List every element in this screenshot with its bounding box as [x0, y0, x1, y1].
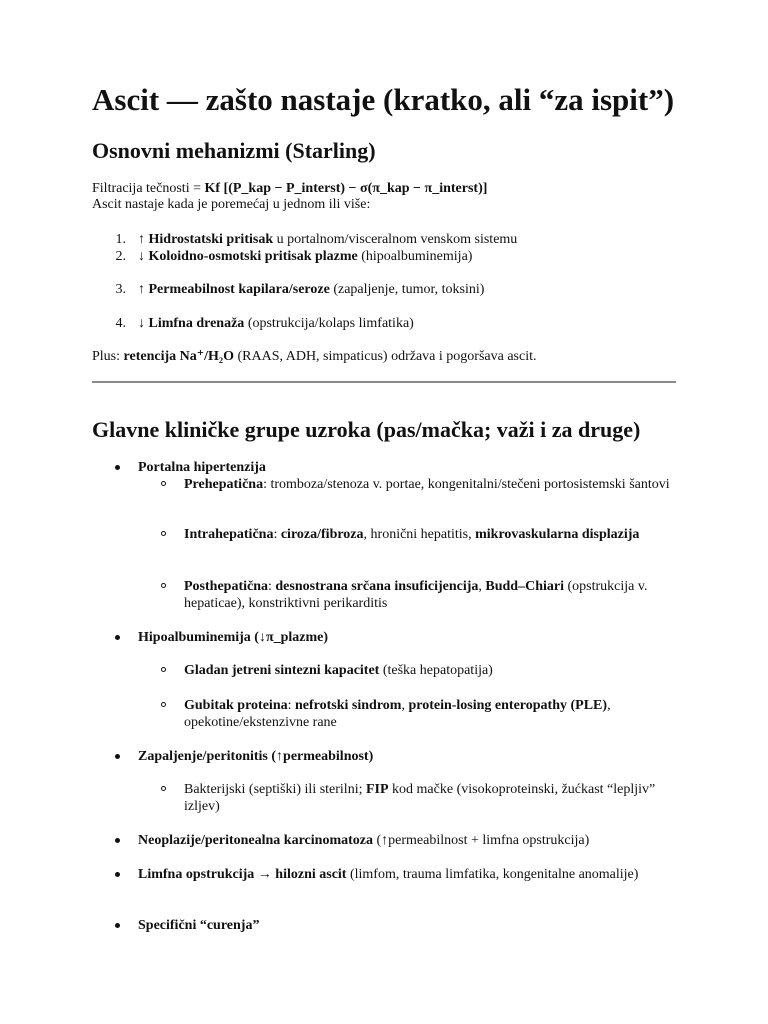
item-number: 2.	[115, 249, 126, 264]
bullet-dot	[115, 635, 120, 640]
bullet-dot	[115, 838, 120, 843]
item-number: 3.	[115, 282, 126, 297]
bullet-dot	[115, 872, 120, 877]
item-bold: ↑ Hidrostatski pritisak	[138, 232, 274, 247]
sub-item-bold: Prehepatična	[184, 477, 264, 492]
bullet-circle	[161, 667, 166, 672]
bullet-rest: (limfom, trauma limfatika, kongenitalne anomalije)	[346, 867, 639, 882]
sub-item-rest: (teška hepatopatija)	[379, 663, 493, 678]
plus-label: Plus:	[92, 349, 124, 364]
bullet-rest: (↑permeabilnost + limfna opstrukcija)	[373, 833, 590, 848]
item-rest: u portalnom/visceralnom venskom sistemu	[273, 232, 518, 247]
plus-note	[92, 348, 536, 365]
sub-item-sep: ,	[401, 698, 409, 713]
sub-item-rest: kod mačke (visokoproteinski, žućkast “lepljiv” izljev)	[184, 782, 656, 814]
bullet-circle	[161, 531, 166, 536]
sub-item-bold: protein-losing enteropathy (PLE)	[408, 698, 608, 713]
bullet-label: Limfna opstrukcija → hilozni ascit	[138, 867, 347, 882]
section-heading-causes: Glavne kliničke grupe uzroka (pas/mačka; važi i za druge)	[92, 417, 641, 442]
item-number: 1.	[115, 232, 126, 247]
sub-item-bold: mikrovaskularna displazija	[475, 527, 640, 542]
starling-formula	[92, 180, 487, 197]
intro-line: Ascit nastaje kada je poremećaj u jednom ili više:	[92, 197, 371, 212]
horizontal-divider	[92, 381, 676, 383]
bullet-circle	[161, 786, 166, 791]
item-bold: ↑ Permeabilnost kapilara/seroze	[138, 282, 330, 297]
sub-item-sep: ,	[478, 579, 486, 594]
sub-item-sep: :	[273, 527, 281, 542]
sub-item-bold: nefrotski sindrom	[295, 698, 402, 713]
item-number: 4.	[115, 316, 126, 331]
item-rest: (zapaljenje, tumor, toksini)	[329, 282, 485, 297]
sub-item-bold: Budd–Chiari	[485, 579, 564, 594]
formula-expression: Kf [(P_kap − P_interst) − σ(π_kap − π_interst)]	[204, 181, 488, 196]
page-title: Ascit — zašto nastaje (kratko, ali “za ispit”)	[92, 82, 675, 117]
bullet-label: Zapaljenje/peritonitis (↑permeabilnost)	[138, 749, 374, 764]
item-bold: ↓ Koloidno-osmotski pritisak plazme	[138, 249, 358, 264]
plus-bold: retencija Na⁺/H₂O	[123, 349, 234, 364]
sub-item-sep: :	[268, 579, 276, 594]
bullet-circle	[161, 702, 166, 707]
sub-item-bold: Posthepatična	[184, 579, 268, 594]
bullet-dot	[115, 923, 120, 928]
sub-item-sep: :	[287, 698, 295, 713]
bullet-circle	[161, 583, 166, 588]
sub-item-rest: , hronični hepatitis,	[363, 527, 476, 542]
item-rest: (hipoalbuminemija)	[357, 249, 473, 264]
sub-item-rest: : tromboza/stenoza v. portae, kongenitalni/stečeni portosistemski šantovi	[263, 477, 670, 492]
sub-item-rest: (opstrukcija v. hepaticae), konstriktivni perikarditis	[184, 579, 648, 611]
sub-item-bold: Gladan jetreni sintezni kapacitet	[184, 663, 380, 678]
item-rest: (opstrukcija/kolaps limfatika)	[244, 316, 414, 331]
bullet-circle	[161, 481, 166, 486]
sub-item-bold: desnostrana srčana insuficijencija	[275, 579, 479, 594]
bullet-dot	[115, 754, 120, 759]
sub-item-bold: Gubitak proteina	[184, 698, 288, 713]
bullet-label: Specifični “curenja”	[138, 918, 260, 933]
sub-item-bold: ciroza/fibroza	[280, 527, 364, 542]
bullet-label: Neoplazije/peritonealna karcinomatoza	[138, 833, 373, 848]
section-heading-mechanisms: Osnovni mehanizmi (Starling)	[92, 138, 376, 163]
plus-rest: (RAAS, ADH, simpaticus) održava i pogoršava ascit.	[233, 349, 537, 364]
formula-prefix: Filtracija tečnosti =	[92, 181, 205, 196]
bullet-label: Portalna hipertenzija	[138, 460, 266, 475]
sub-item-rest: Bakterijski (septiški) ili sterilni;	[184, 782, 366, 797]
item-bold: ↓ Limfna drenaža	[138, 316, 245, 331]
sub-item-rest: , opekotine/ekstenzivne rane	[184, 698, 611, 730]
bullet-label: Hipoalbuminemija (↓π_plazme)	[138, 630, 329, 645]
sub-item-bold: Intrahepatična	[184, 527, 274, 542]
sub-item-bold: FIP	[365, 782, 389, 797]
bullet-dot	[115, 465, 120, 470]
